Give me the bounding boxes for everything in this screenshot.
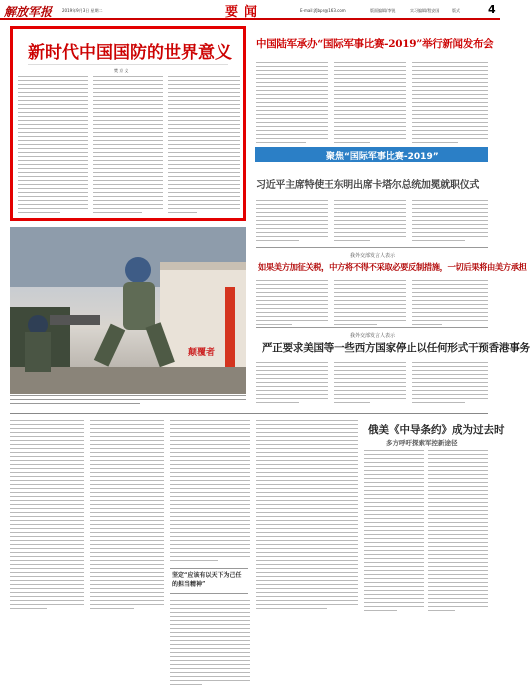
divider [256, 327, 488, 328]
photo-illustration [10, 227, 246, 394]
photo-caption [10, 395, 246, 409]
mid-right-column-2 [334, 200, 406, 244]
bottom-right-headline: 俄美《中导条约》成为过去时 [368, 424, 505, 436]
nbf-label-2: 我外交部发言人表示 [350, 333, 396, 339]
left-article-column-1 [18, 76, 88, 216]
headline-rule [28, 64, 228, 65]
article-4-column-2 [334, 362, 406, 406]
divider [256, 247, 488, 248]
article-4-column-3 [412, 362, 488, 406]
article-3-column-1 [256, 280, 328, 328]
top-right-column-3 [412, 62, 488, 146]
mid-right-column-3 [412, 200, 488, 244]
email-line: E-mail:jfjbpr@163.com [300, 8, 346, 13]
left-article-column-2 [93, 76, 163, 216]
section-title: 要闻 [225, 5, 264, 20]
left-article-byline: 樊 京 义 [114, 68, 129, 73]
masthead-logo: 解放军报 [4, 5, 53, 19]
nbf-label-1: 我外交部发言人表示 [350, 253, 396, 259]
mid-right-column-1 [256, 200, 328, 244]
proof-line: 实习编辑/程安国 [410, 8, 440, 13]
editor-line: 版面编辑/李锐 [370, 8, 396, 13]
news-photo [10, 227, 246, 394]
bottom-column-3-lower [170, 600, 250, 688]
bottom-column-2 [90, 420, 164, 612]
bottom-column-3-upper [170, 420, 250, 564]
top-right-column-1 [256, 62, 328, 146]
banner-text: 聚焦“国际军事比赛-2019” [326, 152, 439, 162]
article-3-column-2 [334, 280, 406, 328]
mid-right-headline: 习近平主席特使王东明出席卡塔尔总统加冕就职仪式 [256, 180, 480, 191]
article-4-headline: 严正要求美国等一些西方国家停止以任何形式干预香港事务 [262, 342, 530, 354]
bottom-right-column-1 [364, 450, 424, 614]
top-right-headline: 中国陆军承办“国际军事比赛-2019”举行新闻发布会 [256, 38, 494, 50]
article-3-column-3 [412, 280, 488, 328]
divider [10, 413, 488, 414]
page-number: 4 [488, 3, 496, 16]
article-3-headline: 如果美方加征关税，中方将不得不采取必要反制措施，一切后果将由美方承担 [258, 262, 527, 272]
top-right-column-2 [334, 62, 406, 146]
layout-line: 版式 [452, 8, 460, 13]
bottom-right-column-2 [428, 450, 488, 614]
left-article-column-3 [168, 76, 240, 216]
left-article-headline: 新时代中国国防的世界意义 [28, 43, 232, 63]
date-line: 2019年9月3日 星期二 [62, 8, 103, 13]
bottom-right-subhead: 多方呼吁探索军控新途径 [386, 439, 458, 447]
bottom-column-4 [256, 420, 358, 612]
bottom-column-1 [10, 420, 84, 612]
article-4-column-1 [256, 362, 328, 406]
photo-sign-text: 颠覆者 [188, 348, 216, 358]
bottom-subhead: 坚定“应该有以天下为己任的担当精神” [172, 572, 242, 588]
